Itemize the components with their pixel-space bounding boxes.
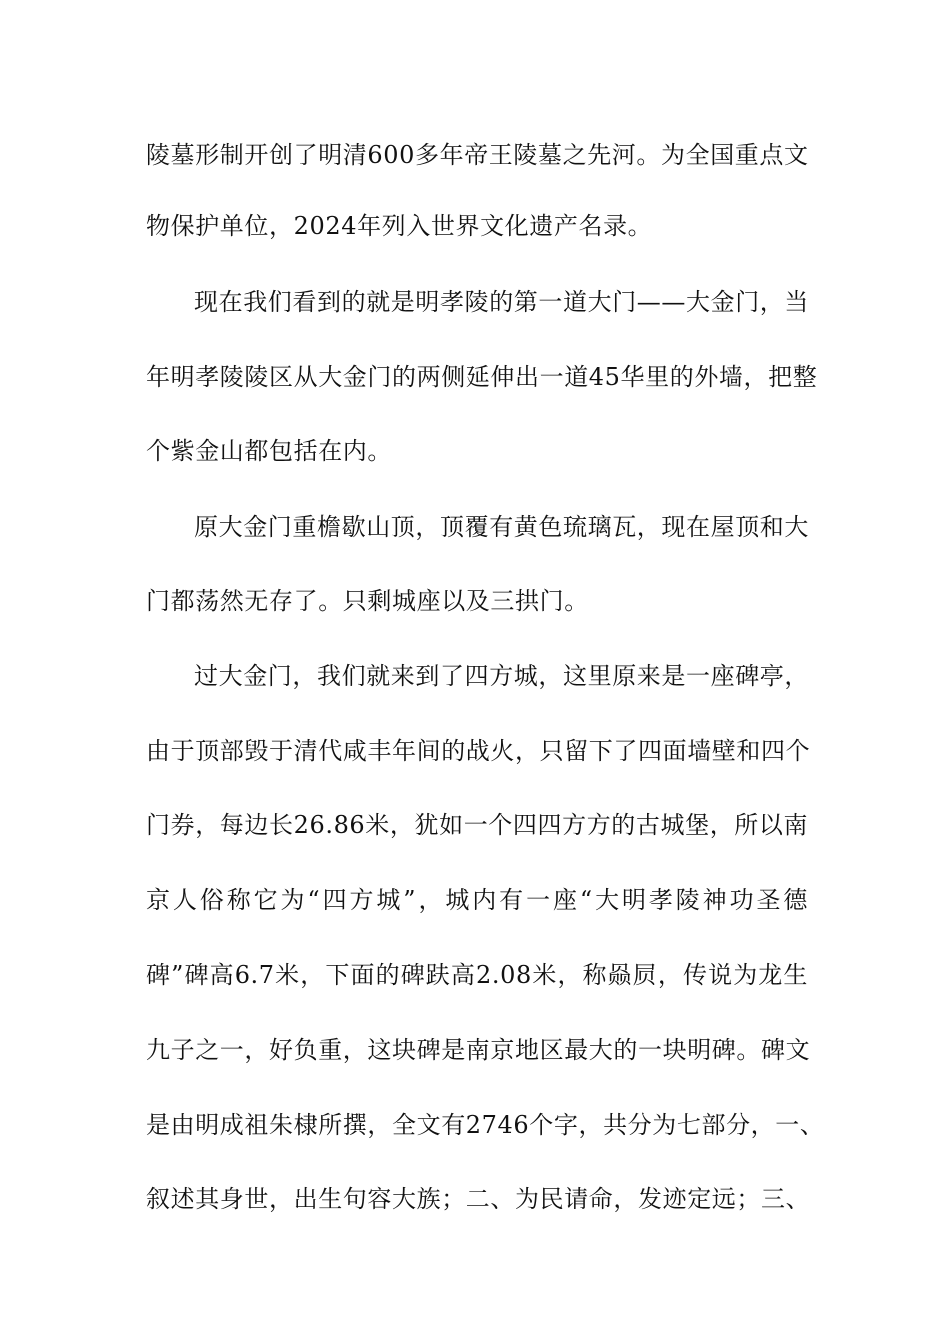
text-line: 由于顶部毁于清代咸丰年间的战火，只留下了四面墙壁和四个 — [146, 737, 811, 765]
paragraph-first-line: 原大金门重檐歇山顶，顶覆有黄色琉璃瓦，现在屋顶和大 — [194, 513, 809, 541]
text-line: 门都荡然无存了。只剩城座以及三拱门。 — [146, 587, 589, 615]
text-line: 京人俗称它为“四方城”，城内有一座“大明孝陵神功圣德 — [146, 886, 808, 914]
text-line: 叙述其身世，出生句容大族；二、为民请命，发迹定远；三、 — [146, 1185, 811, 1213]
text-line: 门券，每边长26.86米，犹如一个四四方方的古城堡，所以南 — [146, 811, 809, 839]
text-line: 年明孝陵陵区从大金门的两侧延伸出一道45华里的外墙，把整 — [146, 363, 818, 391]
text-line: 物保护单位，2024年列入世界文化遗产名录。 — [146, 212, 653, 240]
text-line: 碑”碑高6.7米，下面的碑趺高2.08米，称赑屃，传说为龙生 — [146, 961, 808, 989]
text-line: 陵墓形制开创了明清600多年帝王陵墓之先河。为全国重点文 — [146, 141, 809, 169]
text-line: 个紫金山都包括在内。 — [146, 437, 392, 465]
paragraph-first-line: 过大金门，我们就来到了四方城，这里原来是一座碑亭， — [194, 662, 809, 690]
paragraph-first-line: 现在我们看到的就是明孝陵的第一道大门——大金门，当 — [194, 288, 809, 316]
text-line: 是由明成祖朱棣所撰，全文有2746个字，共分为七部分，一、 — [146, 1111, 825, 1139]
text-line: 九子之一，好负重，这块碑是南京地区最大的一块明碑。碑文 — [146, 1036, 811, 1064]
